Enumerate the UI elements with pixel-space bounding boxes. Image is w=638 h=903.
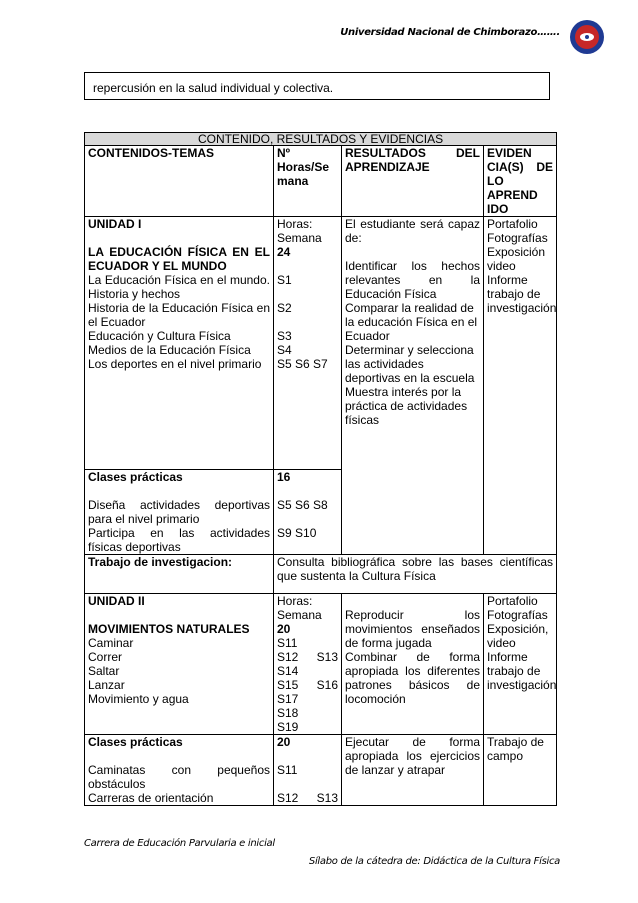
- practice2-evidence-item: Trabajo de campo: [487, 735, 544, 763]
- practice2-item: Carreras de orientación: [88, 791, 214, 805]
- unit2-hours-label: Horas: Semana: [277, 594, 322, 622]
- header-university: Universidad Nacional de Chimborazo…….: [340, 27, 560, 38]
- practice1-session: S5 S6 S8: [277, 498, 328, 512]
- unit1-hours-value: 24: [277, 245, 291, 259]
- unit1-evidence-item: Exposición video: [487, 245, 546, 273]
- unit2-session: S11: [277, 636, 298, 650]
- practice2-hours: [274, 735, 342, 806]
- research-label: Trabajo de investigacion:: [85, 555, 274, 594]
- unit1-session: S5 S6 S7: [277, 357, 328, 371]
- unit2-label: UNIDAD II: [88, 594, 145, 608]
- unit2-session: S14: [277, 664, 299, 678]
- practice2-session: S11: [277, 763, 298, 777]
- col-header-hours: Nº Horas/Se mana: [274, 146, 342, 217]
- unit2-hours: [274, 594, 342, 735]
- research-text: Consulta bibliográfica sobre las bases científicas que sustenta la Cultura Física: [274, 555, 557, 594]
- unit2-evidence-item: Portafolio: [487, 594, 538, 608]
- col-header-evidence: EVIDEN CIA(S) DE LO APREND IDO: [484, 146, 557, 217]
- unit2-topic: Movimiento y agua: [88, 692, 189, 706]
- unit1-session: S3: [277, 329, 292, 343]
- unit1-contents: [85, 217, 274, 470]
- col-header-results: RESULTADOS DEL APRENDIZAJE: [342, 146, 484, 217]
- table-title: CONTENIDO, RESULTADOS Y EVIDENCIAS: [85, 133, 557, 146]
- unit2-contents: [85, 594, 274, 735]
- unit1-session: S2: [277, 301, 292, 315]
- footer-left: Carrera de Educación Parvularia e inicial: [84, 838, 275, 849]
- practice2-item: Caminatas con pequeños obstáculos: [88, 763, 270, 791]
- unit1-hours-label: Horas: Semana: [277, 217, 322, 245]
- unit1-evidence-item: Informe trabajo de investigación: [487, 273, 557, 315]
- unit2-topic: Correr: [88, 650, 123, 664]
- unit2-name: MOVIMIENTOS NATURALES: [88, 622, 250, 636]
- practice1-hours-value: 16: [277, 470, 291, 484]
- unit1-topic: Educación y Cultura Física: [88, 329, 231, 343]
- unit2-session: S19: [277, 720, 299, 734]
- practice1-item: Participa en las actividades físicas deportivas: [88, 526, 270, 554]
- practice2-session: S12 S13: [277, 791, 338, 805]
- unit2-topic: Saltar: [88, 664, 120, 678]
- unit2-result: Combinar de forma apropiada los diferentes patrones básicos de locomoción: [345, 650, 480, 706]
- unit1-evidence-item: Portafolio: [487, 217, 538, 231]
- unit2-session: S15 S16: [277, 678, 338, 692]
- unit2-topic: Caminar: [88, 636, 134, 650]
- unit2-session: S12 S13: [277, 650, 338, 664]
- unit1-result: Identificar los hechos relevantes en la Educación Física: [345, 259, 480, 301]
- unit2-results: [342, 594, 484, 735]
- practice2-evidence: [484, 735, 557, 806]
- practice2-contents: [85, 735, 274, 806]
- unit1-label: UNIDAD I: [88, 217, 142, 231]
- unit1-topic: La Educación Física en el mundo. Historia y hechos: [88, 273, 270, 301]
- practice2-result: Ejecutar de forma apropiada los ejercicios de lanzar y atrapar: [345, 735, 480, 777]
- unit2-evidence-item: Fotografías: [487, 608, 548, 622]
- unit1-topic: Los deportes en el nivel primario: [88, 357, 262, 371]
- unit1-result: Muestra interés por la práctica de actividades físicas: [345, 385, 468, 427]
- unit2-result: Reproducir los movimientos enseñados de forma jugada: [345, 608, 480, 650]
- unit1-result: Determinar y selecciona las actividades deportivas en la escuela: [345, 343, 475, 385]
- unit1-evidence-item: Fotografías: [487, 231, 548, 245]
- practice1-label: Clases prácticas: [88, 470, 183, 484]
- practice1-item: Diseña actividades deportivas para el nivel primario: [88, 498, 270, 526]
- practice1-contents: [85, 470, 274, 555]
- unit2-hours-value: 20: [277, 622, 291, 636]
- unit1-session: S1: [277, 273, 292, 287]
- unit2-topic: Lanzar: [88, 678, 125, 692]
- unit1-name: LA EDUCACIÓN FÍSICA EN EL ECUADOR Y EL MUNDO: [88, 245, 270, 273]
- practice1-hours: [274, 470, 342, 555]
- unit1-result: El estudiante será capaz de:: [345, 217, 480, 245]
- unit1-topic: Historia de la Educación Física en el Ecuador: [88, 301, 270, 329]
- content-table: [84, 132, 557, 806]
- intro-text-box: repercusión en la salud individual y colectiva.: [84, 72, 550, 100]
- university-logo-icon: [568, 18, 606, 56]
- unit2-session: S18: [277, 706, 299, 720]
- unit1-hours: [274, 217, 342, 470]
- unit1-topic: Medios de la Educación Física: [88, 343, 251, 357]
- practice2-hours-value: 20: [277, 735, 291, 749]
- practice1-session: S9 S10: [277, 526, 317, 540]
- unit1-evidence: [484, 217, 557, 555]
- unit2-session: S17: [277, 692, 299, 706]
- unit1-result: Comparar la realidad de la educación Física en el Ecuador: [345, 301, 478, 343]
- practice2-results: [342, 735, 484, 806]
- unit1-session: S4: [277, 343, 292, 357]
- footer-right: Sílabo de la cátedra de: Didáctica de la Cultura Física: [308, 856, 560, 867]
- col-header-contents: CONTENIDOS-TEMAS: [85, 146, 274, 217]
- unit2-evidence: [484, 594, 557, 735]
- unit2-evidence-item: Informe trabajo de investigación: [487, 650, 557, 692]
- unit1-results: [342, 217, 484, 555]
- practice2-label: Clases prácticas: [88, 735, 183, 749]
- unit2-evidence-item: Exposición, video: [487, 622, 549, 650]
